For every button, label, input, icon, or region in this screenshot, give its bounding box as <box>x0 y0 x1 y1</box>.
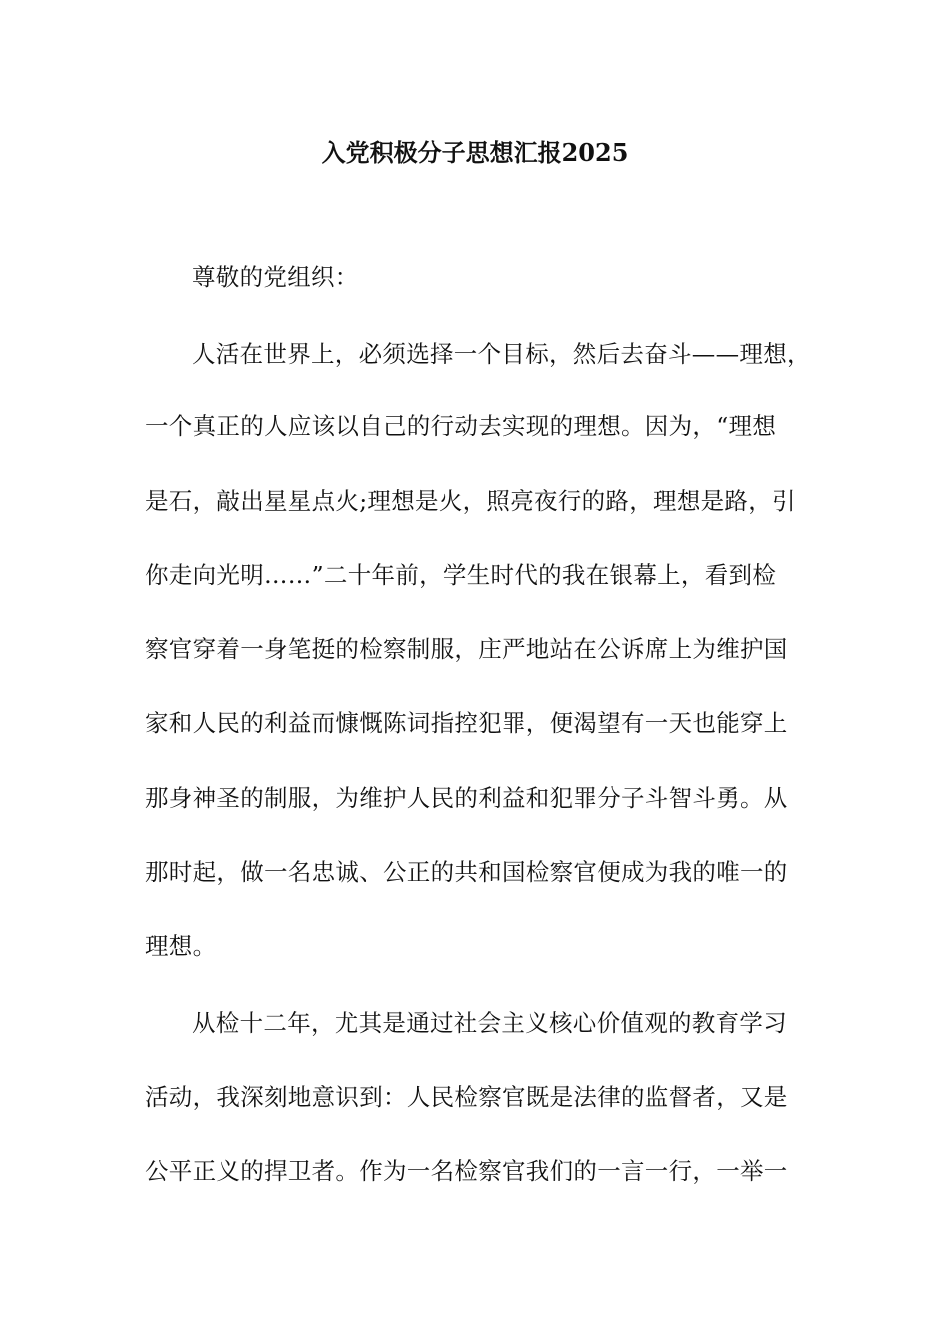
paragraph-line: 你走向光明……”二十年前，学生时代的我在银幕上，看到检 <box>145 561 777 589</box>
paragraph-line: 人活在世界上，必须选择一个目标，然后去奋斗——理想， <box>192 340 811 368</box>
paragraph-line: 一个真正的人应该以自己的行动去实现的理想。因为，“理想 <box>145 412 777 440</box>
salutation: 尊敬的党组织： <box>192 263 359 291</box>
paragraph-line: 活动，我深刻地意识到：人民检察官既是法律的监督者，又是 <box>145 1083 788 1111</box>
paragraph-line: 察官穿着一身笔挺的检察制服，庄严地站在公诉席上为维护国 <box>145 635 788 663</box>
paragraph-line: 家和人民的利益而慷慨陈词指控犯罪，便渴望有一天也能穿上 <box>145 709 788 737</box>
paragraph-line: 公平正义的捍卫者。作为一名检察官我们的一言一行，一举一 <box>145 1157 788 1185</box>
paragraph-line: 从检十二年，尤其是通过社会主义核心价值观的教育学习 <box>192 1009 787 1037</box>
document-title: 入党积极分子思想汇报2025 <box>321 138 629 167</box>
paragraph-line: 理想。 <box>145 932 217 960</box>
paragraph-line: 那时起，做一名忠诚、公正的共和国检察官便成为我的唯一的 <box>145 858 788 886</box>
paragraph-line: 是石，敲出星星点火;理想是火，照亮夜行的路，理想是路，引 <box>145 487 796 515</box>
paragraph-line: 那身神圣的制服，为维护人民的利益和犯罪分子斗智斗勇。从 <box>145 784 788 812</box>
